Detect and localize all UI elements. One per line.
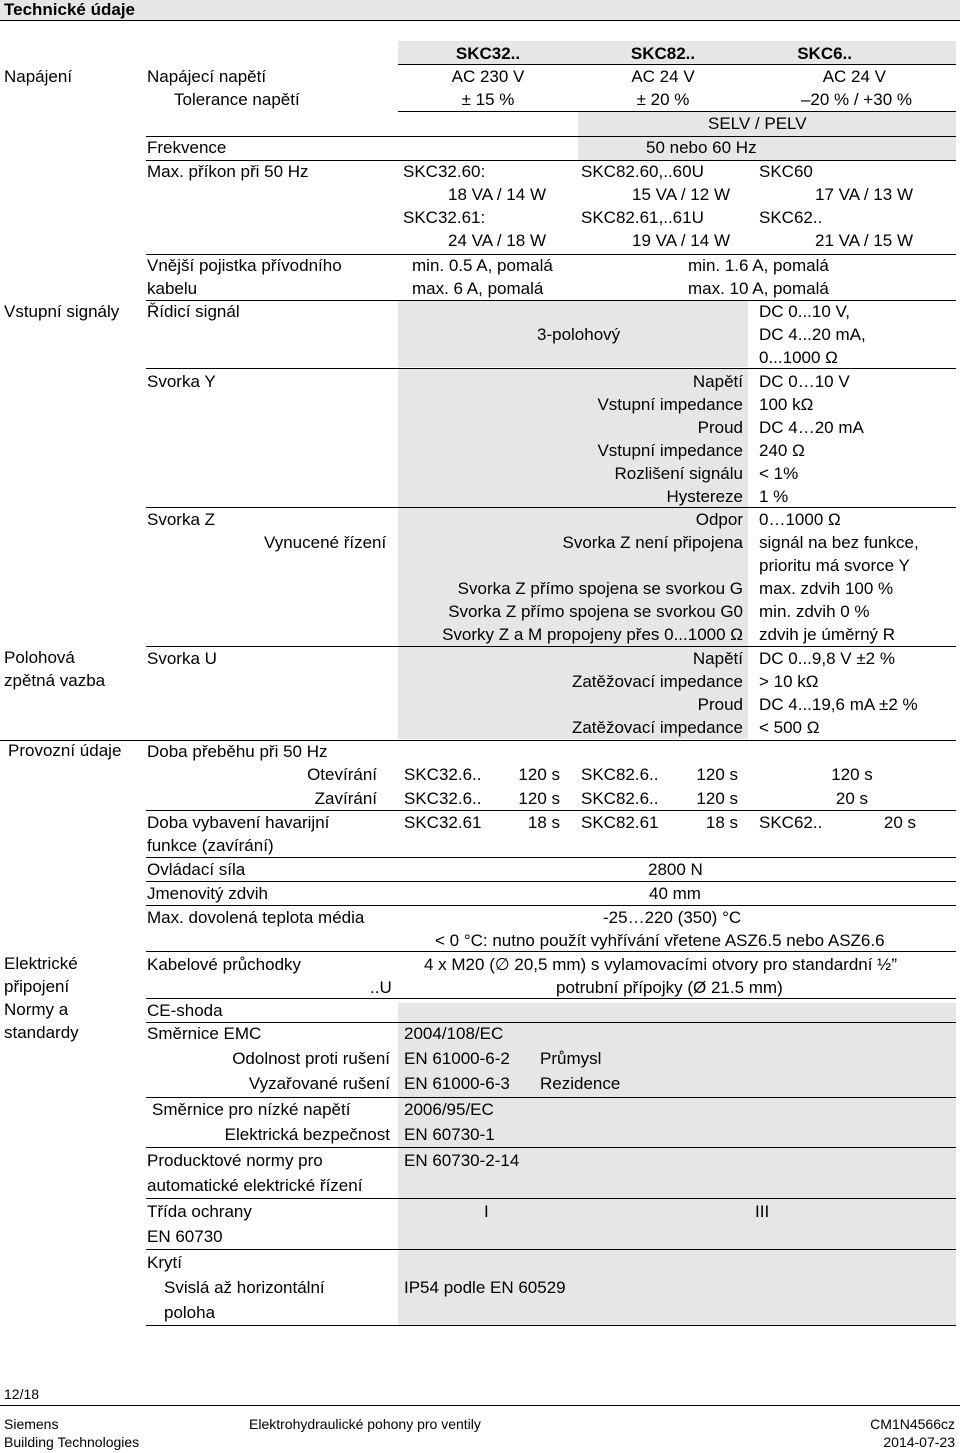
emc-value: 2004/108/EC [404,1024,504,1043]
z-value: max. zdvih 100 % [759,579,894,598]
tolerance-label: Tolerance napětí [174,90,300,109]
title-underline [0,20,960,21]
zdvih-value: 40 mm [649,884,701,903]
row-line [146,951,956,952]
napeti-label: Napájecí napětí [147,67,267,86]
kabelove-value: 4 x M20 (∅ 20,5 mm) s vylamovacími otvory pro standardní ½” [424,955,898,974]
col-header-skc82: SKC82.. [630,44,696,63]
bezpecnost-value: EN 60730-1 [404,1125,495,1144]
row-line [146,368,956,369]
open-6-value: 120 s [831,765,873,784]
ridici-mid: 3-polohový [537,325,621,344]
y-key: Napětí [692,372,743,391]
prikon-32: 24 VA / 18 W [448,231,546,250]
napeti-value: AC 24 V [631,67,695,86]
pojistka-other: min. 1.6 A, pomalá [688,256,829,275]
vyzar-note: Rezidence [540,1074,621,1093]
z-value: prioritu má svorce Y [759,556,910,575]
u-value: DC 0...9,8 V ±2 % [759,649,895,668]
pojistka-other: max. 10 A, pomalá [688,279,829,298]
open-32-value: 120 s [518,765,560,784]
row-line [146,1097,956,1098]
teplota-label: Max. dovolená teplota média [147,908,365,927]
prikon-6: SKC60 [759,162,813,181]
row-line [146,507,956,508]
prikon-6: 17 VA / 13 W [815,185,913,204]
section-elektricke: připojení [4,977,70,996]
pojistka-label: Vnější pojistka přívodního [147,256,342,275]
row-line [146,998,956,999]
footer-doc-id: CM1N4566cz [870,1416,955,1432]
footer-doc-title: Elektrohydraulické pohony pro ventily [249,1416,481,1432]
ridici-label: Řídicí signál [147,302,240,321]
open-82-value: 120 s [696,765,738,784]
y-key: Rozlišení signálu [614,464,743,483]
hav-82: SKC82.61 [581,813,659,832]
prikon-82: 15 VA / 12 W [632,185,730,204]
tolerance-value: ± 20 % [636,90,690,109]
row-line [146,646,956,647]
row-line [146,905,956,906]
prikon-82: SKC82.60,..60U [581,162,704,181]
section-normy: standardy [4,1023,79,1042]
bezpecnost-label: Elektrická bezpečnost [224,1125,390,1144]
prikon-6: 21 VA / 15 W [815,231,913,250]
y-key: Hystereze [666,487,743,506]
z-value: 0…1000 Ω [759,510,841,529]
row-line [146,300,956,301]
row-line [398,111,956,112]
produkt-value: EN 60730-2-14 [404,1151,520,1170]
row-line [146,1198,956,1199]
close-82-value: 120 s [696,789,738,808]
pojistka-label: kabelu [147,279,198,298]
napeti-value: AC 24 V [822,67,886,86]
svorka-y-label: Svorka Y [147,372,216,391]
hav-32-value: 18 s [527,813,560,832]
vyzar-label: Vyzařované rušení [248,1074,390,1093]
ridici-right: 0...1000 Ω [759,348,838,367]
teplota-value: -25…220 (350) °C [603,908,742,927]
sila-value: 2800 N [648,860,703,879]
row-line [146,254,956,255]
section-polohova: Polohová [4,648,75,667]
row-line [146,1249,956,1250]
prikon-32: SKC32.60: [403,162,486,181]
emc-label: Směrnice EMC [147,1024,262,1043]
y-value: DC 4…20 mA [759,418,864,437]
ridici-right: DC 0...10 V, [759,302,851,321]
close-32: SKC32.6.. [404,789,482,808]
row-line [146,857,956,858]
z-key: Svorka Z není připojena [562,533,743,552]
zdvih-label: Jmenovitý zdvih [147,884,268,903]
prikon-32: SKC32.61: [403,208,486,227]
row-line [146,160,956,161]
close-82: SKC82.6.. [581,789,659,808]
u-value: > 10 kΩ [759,672,819,691]
y-value: < 1% [759,464,799,483]
z-key: Svorka Z přímo spojena se svorkou G0 [448,602,743,621]
z-value: signál na bez funkce, [759,533,919,552]
kabelove-value: potrubní přípojky (Ø 21.5 mm) [556,978,783,997]
teplota-note: < 0 °C: nutno použít vyhřívání vřetene ASZ6.5 nebo ASZ6.6 [435,931,885,950]
hav-6: SKC62.. [759,813,823,832]
zaviran-label: Zavírání [314,789,377,808]
row-line [146,1147,956,1148]
oteviran-label: Otevírání [307,765,377,784]
y-value: DC 0…10 V [759,372,850,391]
z-value: zdvih je úměrný R [759,625,896,644]
svisla-label: poloha [164,1303,216,1322]
footer-company: Building Technologies [4,1434,140,1450]
y-value: 240 Ω [759,441,805,460]
u-value: DC 4...19,6 mA ±2 % [759,695,918,714]
pojistka-32: min. 0.5 A, pomalá [412,256,553,275]
prikon-6: SKC62.. [759,208,823,227]
odolnost-value: EN 61000-6-2 [404,1049,510,1068]
row-line [146,1325,956,1326]
prikon-82: 19 VA / 14 W [632,231,730,250]
hav-32: SKC32.61 [404,813,482,832]
footer-company: Siemens [4,1416,59,1432]
doba-label: Doba přeběhu při 50 Hz [147,742,328,761]
footer-date: 2014-07-23 [883,1434,955,1450]
row-line [146,810,956,811]
page-title: Technické údaje [4,0,136,19]
hav-6-value: 20 s [883,813,916,832]
havarij-label: Doba vybavení havarijní [147,813,330,832]
kabelove-label: Kabelové průchodky [147,955,302,974]
trida-value: III [755,1202,770,1221]
row-line [146,136,956,137]
ridici-right: DC 4...20 mA, [759,325,866,344]
selv-value: SELV / PELV [708,114,807,133]
row-line [0,740,956,741]
sila-label: Ovládací síla [147,860,246,879]
nizke-label: Směrnice pro nízké napětí [152,1100,351,1119]
close-32-value: 120 s [518,789,560,808]
u-value: < 500 Ω [759,718,820,737]
napeti-value: AC 230 V [451,67,525,86]
pojistka-32: max. 6 A, pomalá [412,279,544,298]
odolnost-label: Odolnost proti rušení [232,1049,390,1068]
hav-82-value: 18 s [705,813,738,832]
frekvence-label: Frekvence [147,138,227,157]
ce-label: CE-shoda [147,1001,223,1020]
z-value: min. zdvih 0 % [759,602,870,621]
section-polohova: zpětná vazba [4,671,106,690]
u-key: Napětí [692,649,743,668]
title-bar [0,0,960,20]
trida-value: I [484,1202,489,1221]
tolerance-value: ± 15 % [461,90,515,109]
svorka-z-label: Svorka Z [147,510,216,529]
y-value: 100 kΩ [759,395,814,414]
row-line [146,1022,956,1023]
nizke-value: 2006/95/EC [404,1100,494,1119]
u-key: Zatěžovací impedance [571,672,743,691]
kryti-label: Krytí [147,1253,182,1272]
produkt-label: automatické elektrické řízení [147,1176,363,1195]
produkt-label: Producktové normy pro [147,1151,323,1170]
row-line [398,64,956,65]
row-line [146,881,956,882]
trida-label: Třída ochrany [147,1202,252,1221]
section-vstupni: Vstupní signály [4,302,120,321]
y-key: Proud [697,418,743,437]
odolnost-note: Průmysl [540,1049,602,1068]
kryti-value: IP54 podle EN 60529 [404,1278,566,1297]
section-elektricke: Elektrické [4,954,78,973]
open-32: SKC32.6.. [404,765,482,784]
vyzar-value: EN 61000-6-3 [404,1074,510,1093]
section-normy: Normy a [4,1000,69,1019]
section-provozni: Provozní údaje [8,741,122,760]
page-number: 12/18 [4,1386,40,1402]
frekvence-value: 50 nebo 60 Hz [646,138,757,157]
prikon-label: Max. příkon při 50 Hz [147,162,309,181]
trida-label: EN 60730 [147,1227,223,1246]
y-key: Vstupní impedance [597,395,743,414]
u-variant-label: ..U [370,978,392,997]
prikon-32: 18 VA / 14 W [448,185,546,204]
u-key: Zatěžovací impedance [571,718,743,737]
section-napajeni: Napájení [4,67,73,86]
tolerance-value: –20 % / +30 % [800,90,912,109]
footer-line [0,1405,960,1406]
prikon-82: SKC82.61,..61U [581,208,704,227]
y-key: Vstupní impedance [597,441,743,460]
z-key: Svorka Z přímo spojena se svorkou G [457,579,743,598]
col-header-skc32: SKC32.. [455,44,521,63]
z-key: Odpor [695,510,743,529]
close-6-value: 20 s [835,789,869,808]
havarij-label: funkce (zavírání) [147,836,274,855]
svorka-u-label: Svorka U [147,649,217,668]
open-82: SKC82.6.. [581,765,659,784]
col-header-skc6: SKC6.. [797,44,852,63]
vynucene-label: Vynucené řízení [264,533,387,552]
z-key: Svorky Z a M propojeny přes 0...1000 Ω [442,625,743,644]
u-key: Proud [697,695,743,714]
svisla-label: Svislá až horizontální [164,1278,325,1297]
y-value: 1 % [759,487,789,506]
